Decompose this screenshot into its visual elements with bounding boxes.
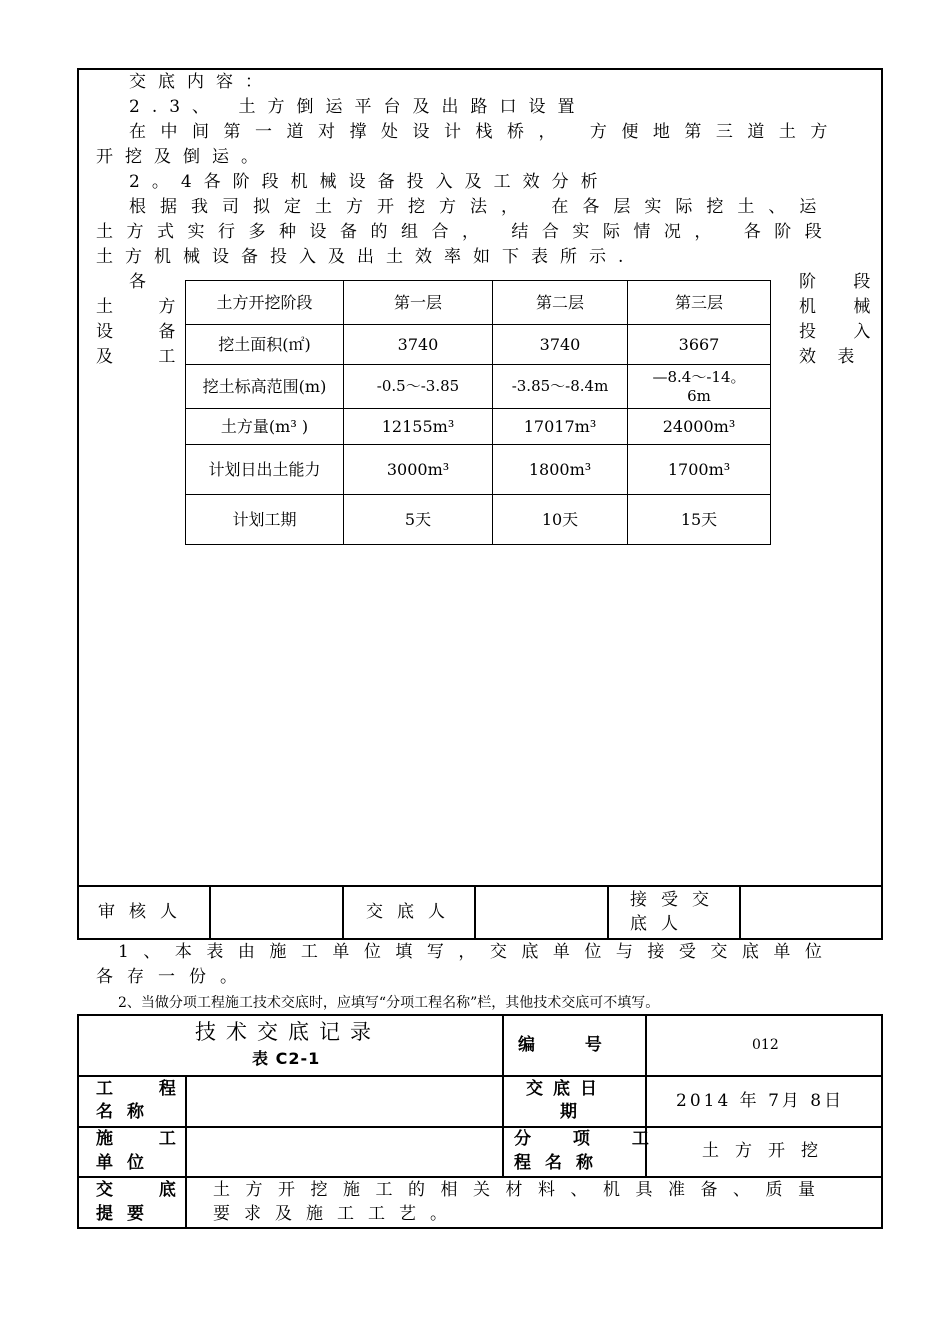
side-text-left: 设 备 bbox=[96, 322, 196, 342]
summary-label: 交 底 bbox=[96, 1180, 196, 1200]
project-value[interactable] bbox=[188, 1078, 500, 1124]
table-cell: 计划日出土能力 bbox=[186, 445, 344, 495]
table-cell: 24000m³ bbox=[628, 409, 771, 445]
receiver-label: 接受交底人 bbox=[630, 890, 723, 934]
reviewer-field[interactable] bbox=[211, 887, 341, 937]
presenter-field[interactable] bbox=[476, 887, 606, 937]
table-header: 土方开挖阶段 bbox=[186, 281, 344, 325]
table-cell: 挖土面积(㎡) bbox=[186, 325, 344, 365]
table-cell: -3.85～-8.4m bbox=[493, 365, 628, 409]
date-label: 期 bbox=[560, 1102, 589, 1122]
note-2: 2、当做分项工程施工技术交底时，应填写“分项工程名称”栏，其他技术交底可不填写。 bbox=[118, 995, 660, 1011]
unit-label: 施 工 bbox=[96, 1129, 196, 1149]
table-cell: 挖土标高范围(m) bbox=[186, 365, 344, 409]
table-cell: 1800m³ bbox=[493, 445, 628, 495]
note-1: 各存一份。 bbox=[96, 967, 251, 987]
side-text-right: 阶 段 bbox=[799, 272, 887, 292]
summary-text: 要求及施工工艺。 bbox=[213, 1204, 461, 1224]
presenter-label: 交底人 bbox=[366, 902, 459, 922]
summary-label: 提要 bbox=[96, 1204, 158, 1224]
note-1: 1、本表由施工单位填写，交底单位与接受交底单位 bbox=[118, 942, 837, 962]
date-value: 2014 年 7月 8日 bbox=[676, 1091, 845, 1111]
divider bbox=[342, 886, 344, 938]
side-text-right: 效 表 bbox=[799, 347, 863, 367]
efficiency-table bbox=[185, 280, 771, 545]
paragraph-line: 土方机械设备投入及出土效率如下表所示. bbox=[96, 247, 636, 267]
side-text-left: 及 工 bbox=[96, 347, 196, 367]
table-cell: 12155m³ bbox=[344, 409, 493, 445]
divider bbox=[77, 1075, 883, 1077]
side-text-left: 土 方 bbox=[96, 297, 196, 317]
project-label: 工 程 bbox=[96, 1079, 196, 1099]
table-cell: 17017m³ bbox=[493, 409, 628, 445]
table-row bbox=[186, 445, 771, 495]
record-subtitle: 表 C2-1 bbox=[252, 1049, 321, 1068]
side-text-right: 投 入 bbox=[799, 322, 887, 342]
table-header: 第一层 bbox=[344, 281, 493, 325]
side-text-left: 各 bbox=[129, 272, 158, 292]
table-cell: 3740 bbox=[493, 325, 628, 365]
table-cell: —8.4～-14。6m bbox=[628, 365, 771, 409]
divider bbox=[502, 1014, 504, 1176]
table-row bbox=[186, 325, 771, 365]
subproject-label: 分 项 工 bbox=[514, 1129, 667, 1149]
date-label: 交底日 bbox=[526, 1079, 607, 1099]
reviewer-label: 审核人 bbox=[98, 902, 191, 922]
number-value: 012 bbox=[752, 1037, 779, 1053]
summary-text: 土方开挖施工的相关材料、机具准备、质量 bbox=[213, 1180, 831, 1200]
table-cell: 3667 bbox=[628, 325, 771, 365]
table-header: 第二层 bbox=[493, 281, 628, 325]
table-row bbox=[186, 409, 771, 445]
table-cell: 计划工期 bbox=[186, 495, 344, 545]
side-text-right: 机 械 bbox=[799, 297, 887, 317]
paragraph-line: 土方式实行多种设备的组合， 结合实际情况， 各阶段 bbox=[96, 222, 836, 242]
receiver-field[interactable] bbox=[741, 887, 881, 937]
paragraph-line: 在中间第一道对撑处设计栈桥， 方便地第三道土方 bbox=[129, 122, 842, 142]
section-heading: 2.3、 土方倒运平台及出路口设置 bbox=[129, 97, 587, 117]
table-row bbox=[186, 365, 771, 409]
table-cell: 3000m³ bbox=[344, 445, 493, 495]
paragraph-line: 开挖及倒运。 bbox=[96, 147, 270, 167]
subproject-value: 土方开挖 bbox=[702, 1141, 834, 1161]
number-label: 编 号 bbox=[518, 1035, 624, 1055]
paragraph-line: 根据我司拟定土方开挖方法， 在各层实际挖土、运 bbox=[129, 197, 831, 217]
table-cell: 10天 bbox=[493, 495, 628, 545]
content-label: 交底内容： bbox=[129, 72, 274, 92]
table-header: 第三层 bbox=[628, 281, 771, 325]
project-label: 名称 bbox=[96, 1102, 158, 1122]
table-cell: 5天 bbox=[344, 495, 493, 545]
section-heading: 2。4各阶段机械设备投入及工效分析 bbox=[129, 172, 610, 192]
table-cell: 3740 bbox=[344, 325, 493, 365]
record-title: 技术交底记录 bbox=[195, 1020, 381, 1044]
table-row bbox=[186, 495, 771, 545]
unit-label: 单位 bbox=[96, 1153, 158, 1173]
unit-value[interactable] bbox=[188, 1128, 500, 1174]
table-cell: -0.5～-3.85 bbox=[344, 365, 493, 409]
table-cell: 15天 bbox=[628, 495, 771, 545]
subproject-label: 程名称 bbox=[514, 1153, 607, 1173]
table-cell: 1700m³ bbox=[628, 445, 771, 495]
table-cell: 土方量(m³ ) bbox=[186, 409, 344, 445]
divider bbox=[607, 886, 609, 938]
